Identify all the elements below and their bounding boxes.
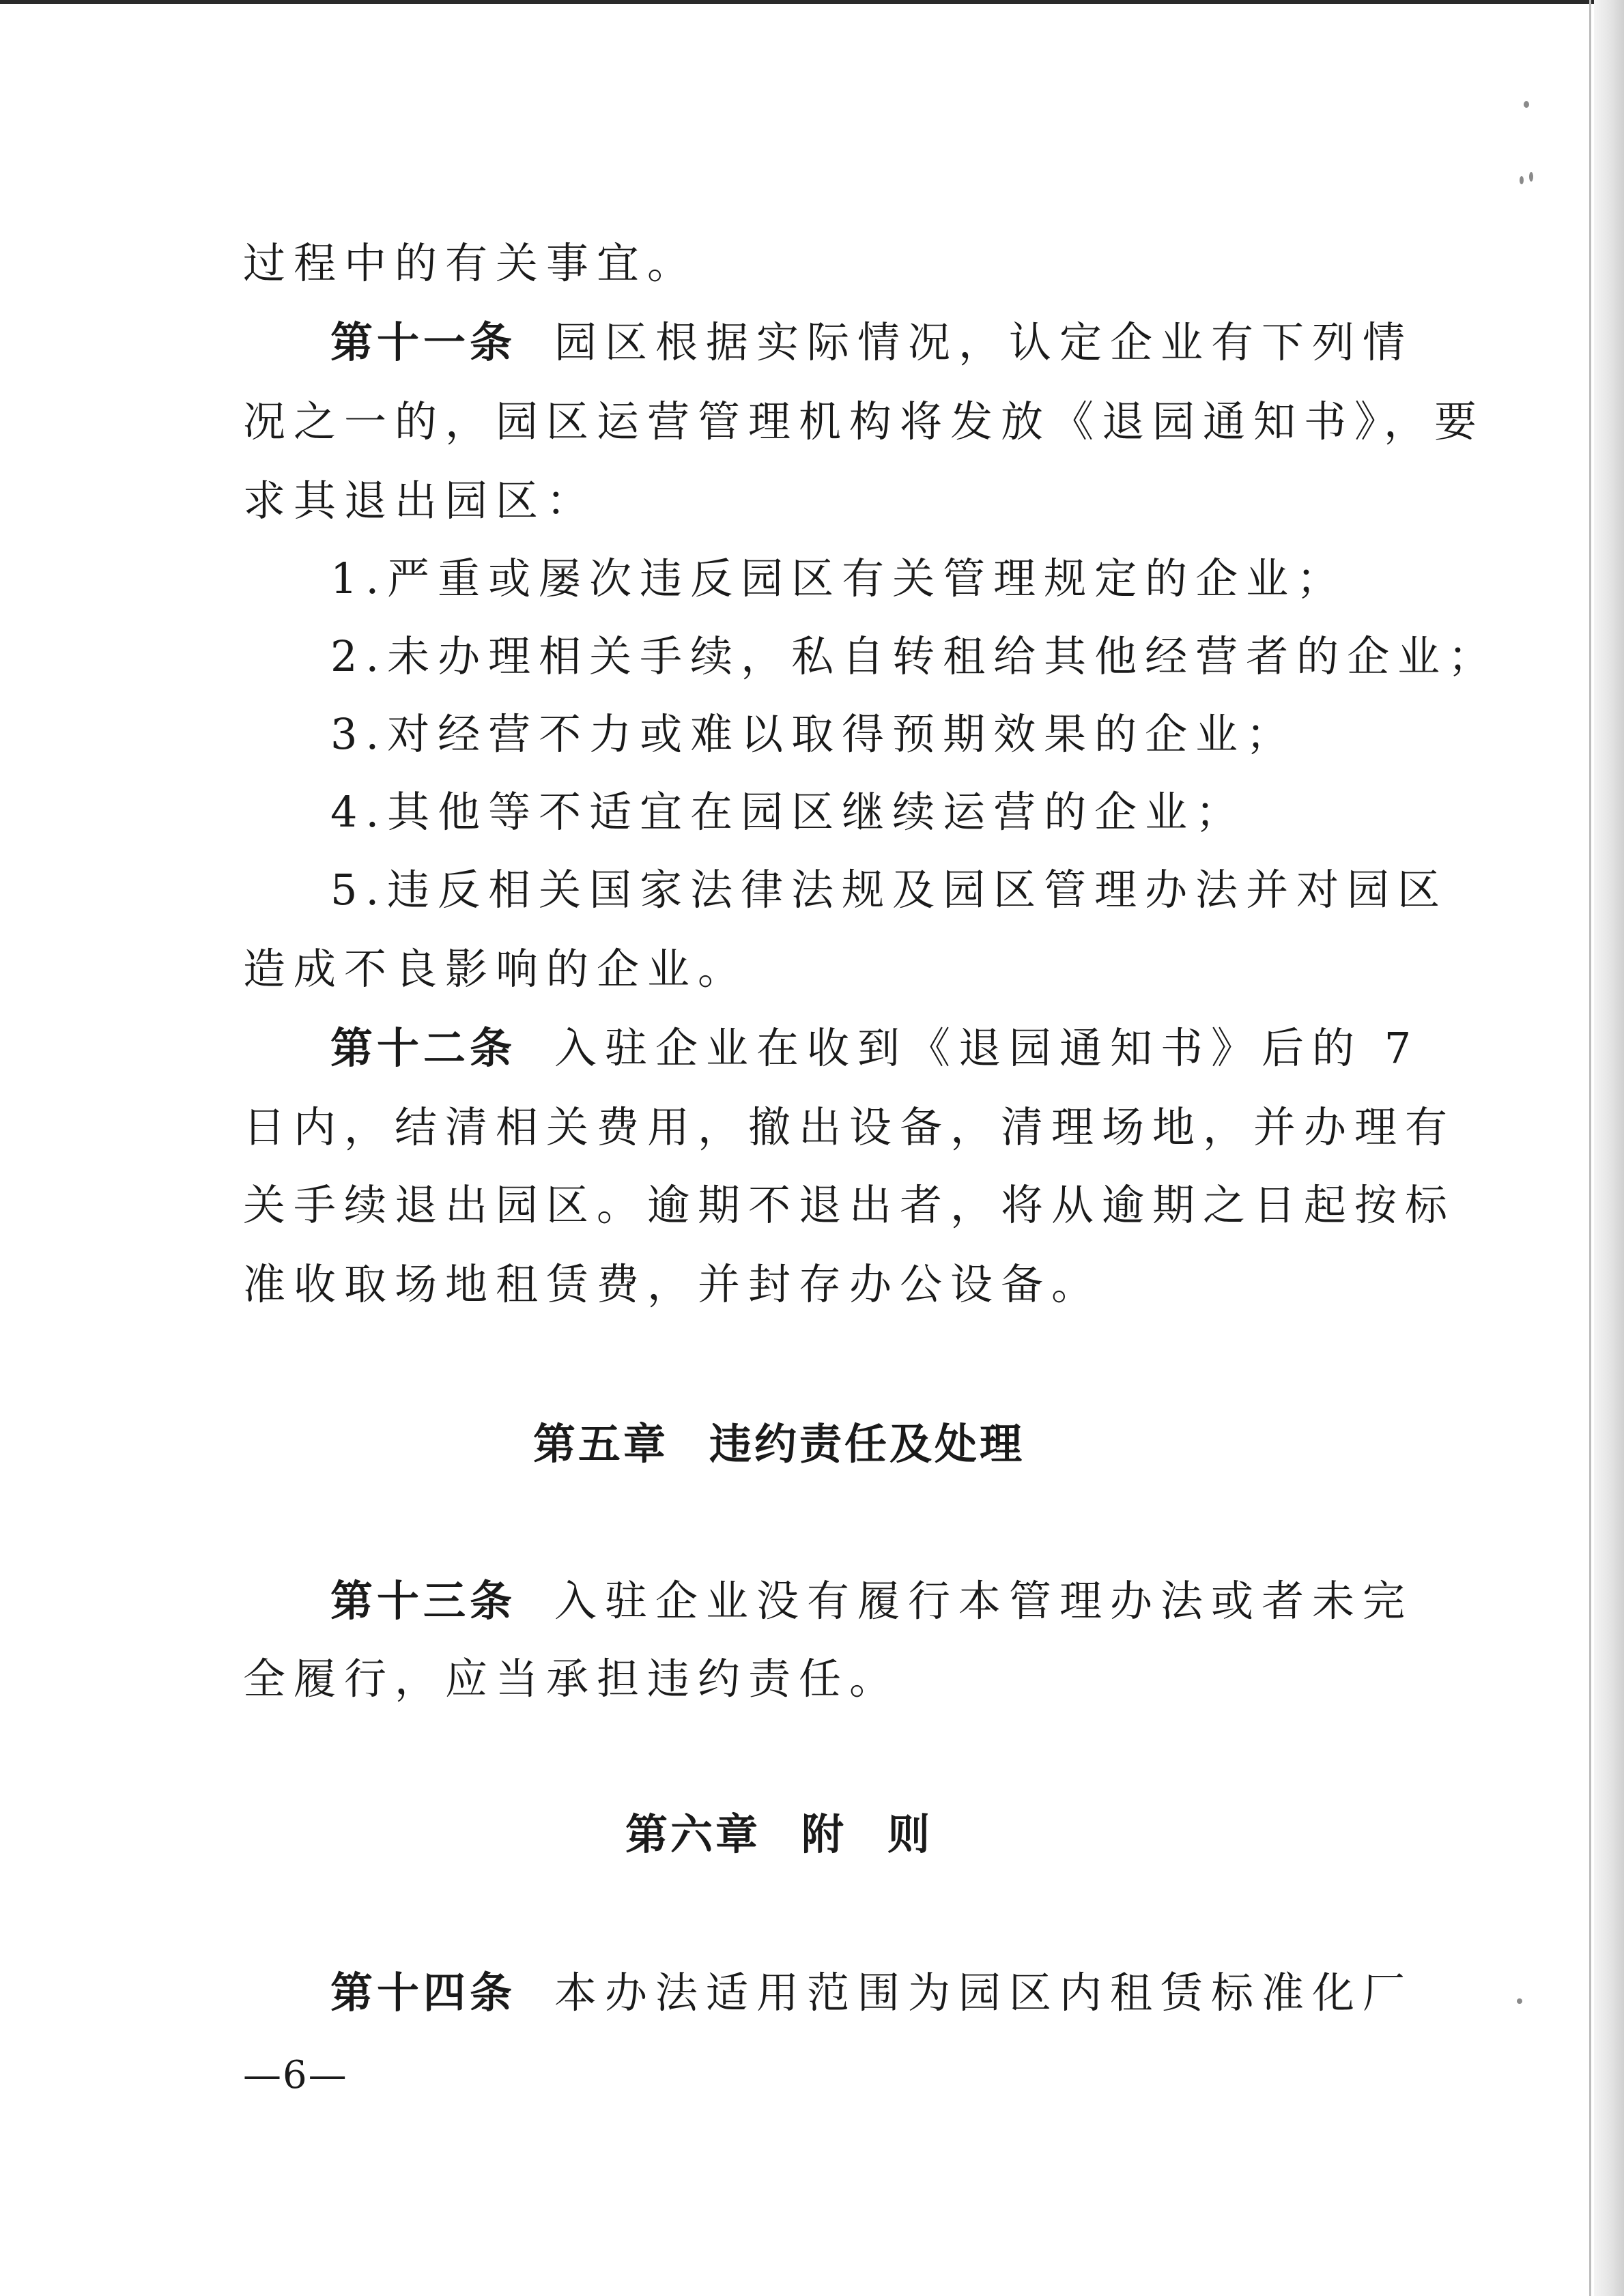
article-14-text: 本办法适用范围为园区内租赁标准化厂 [554, 1968, 1414, 2018]
article-11-line: 况之一的，园区运营管理机构将发放《退园通知书》，要 [243, 397, 1485, 446]
article-11-number: 第十一条 [330, 317, 517, 367]
chapter-5-number: 第五章 [532, 1419, 668, 1469]
article-12-text: 入驻企业在收到《退园通知书》后的 7 [554, 1023, 1420, 1073]
article-14-number: 第十四条 [330, 1968, 517, 2018]
article-12-first-line [330, 1021, 1419, 1076]
scan-fold-line [1589, 0, 1591, 2296]
article-12-line: 准收取场地租赁费，并封存办公设备。 [243, 1259, 1102, 1309]
scan-speck [1524, 101, 1529, 108]
article-14-first-line [330, 1966, 1413, 2020]
article-12-line: 日内，结清相关费用，撤出设备，清理场地，并办理有 [243, 1102, 1456, 1152]
article-11-first-line [330, 315, 1413, 370]
chapter-6-heading [243, 1807, 1315, 1862]
page-number: —6— [243, 2053, 348, 2097]
scan-right-edge [1594, 0, 1624, 2296]
paragraph-continuation: 过程中的有关事宜。 [243, 238, 698, 288]
article-11-item-3: 3.对经营不力或难以取得预期效果的企业； [330, 709, 1297, 759]
article-11-text: 园区根据实际情况，认定企业有下列情 [554, 317, 1414, 367]
scan-speck [1529, 172, 1533, 182]
article-13-first-line [330, 1574, 1413, 1628]
chapter-6-title-b: 则 [887, 1809, 933, 1859]
chapter-5-title: 违约责任及处理 [709, 1419, 1025, 1469]
article-11-item-1: 1.严重或屡次违反园区有关管理规定的企业； [330, 554, 1348, 603]
article-11-item-5-cont: 造成不良影响的企业。 [243, 944, 749, 994]
article-11-line: 求其退出园区： [243, 476, 597, 526]
article-11-item-4: 4.其他等不适宜在园区继续运营的企业； [330, 787, 1247, 837]
article-12-line: 关手续退出园区。逾期不退出者，将从逾期之日起按标 [243, 1180, 1456, 1230]
article-13-line: 全履行，应当承担违约责任。 [243, 1654, 900, 1704]
scan-speck [1517, 1998, 1522, 2004]
chapter-6-number: 第六章 [625, 1809, 760, 1859]
chapter-6-title-a: 附 [801, 1809, 846, 1859]
article-12-number: 第十二条 [330, 1023, 517, 1073]
article-13-text: 入驻企业没有履行本管理办法或者未完 [554, 1576, 1414, 1626]
chapter-5-heading [243, 1417, 1315, 1472]
article-11-item-2: 2.未办理相关手续，私自转租给其他经营者的企业； [330, 631, 1499, 681]
scan-top-edge [0, 0, 1624, 4]
article-11-item-5: 5.违反相关国家法律法规及园区管理办法并对园区 [330, 865, 1449, 915]
scan-speck [1520, 176, 1524, 184]
article-13-number: 第十三条 [330, 1576, 517, 1626]
